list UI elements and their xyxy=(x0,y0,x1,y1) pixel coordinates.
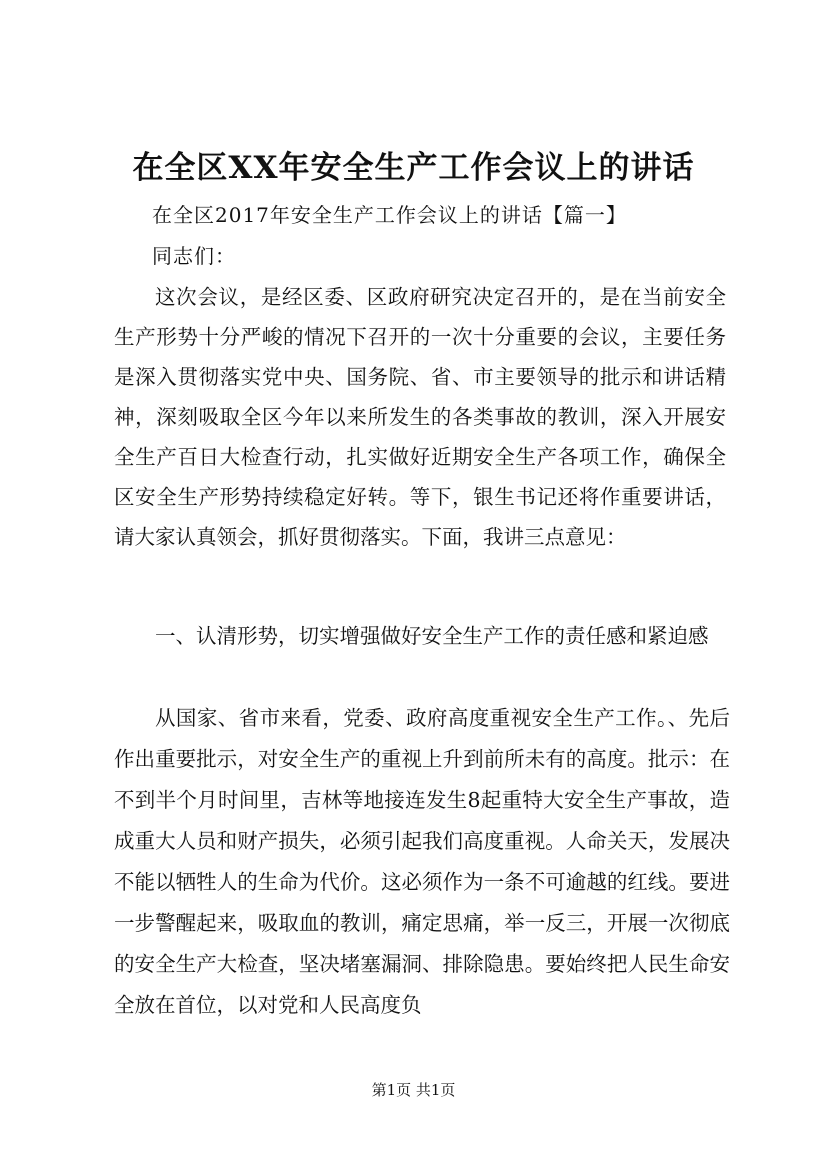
salutation: 同志们： xyxy=(152,244,236,268)
section-heading-1: 一、认清形势，切实增强做好安全生产工作的责任感和紧迫感 xyxy=(155,624,709,648)
paragraph-body: 从国家、省市来看，党委、政府高度重视安全生产工作。、先后作出重要批示，对安全生产的重视上升到前所未有的高度。批示：在不到半个月时间里，吉林等地接连发生8起重特大安全生产事故，造成重大人员和财产损失，必须引起我们高度重视。人命关天，发展决不能以牺牲人的生命为代价。这必须作为一条不可逾越的红线。要进一步警醒起来，吸取血的教训，痛定思痛，举一反三，开展一次彻底的安全生产大检查，坚决堵塞漏洞、排除隐患。要始终把人民生命安全放在首位，以对党和人民高度负 xyxy=(114,706,730,1017)
document-subtitle: 在全区2017年安全生产工作会议上的讲话【篇一】 xyxy=(152,203,627,227)
document-title: 在全区XX年安全生产工作会议上的讲话 xyxy=(132,150,695,186)
paragraph-intro: 这次会议，是经区委、区政府研究决定召开的，是在当前安全生产形势十分严峻的情况下召开的一次十分重要的会议，主要任务是深入贯彻落实党中央、国务院、省、市主要领导的批示和讲话精神，深刻吸取全区今年以来所发生的各类事故的教训，深入开展安全生产百日大检查行动，扎实做好近期安全生产各项工作，确保全区安全生产形势持续稳定好转。等下，银生书记还将作重要讲话，请大家认真领会，抓好贯彻落实。下面，我讲三点意见： xyxy=(114,285,726,549)
page-footer: 第1页 共1页 xyxy=(371,1081,456,1099)
